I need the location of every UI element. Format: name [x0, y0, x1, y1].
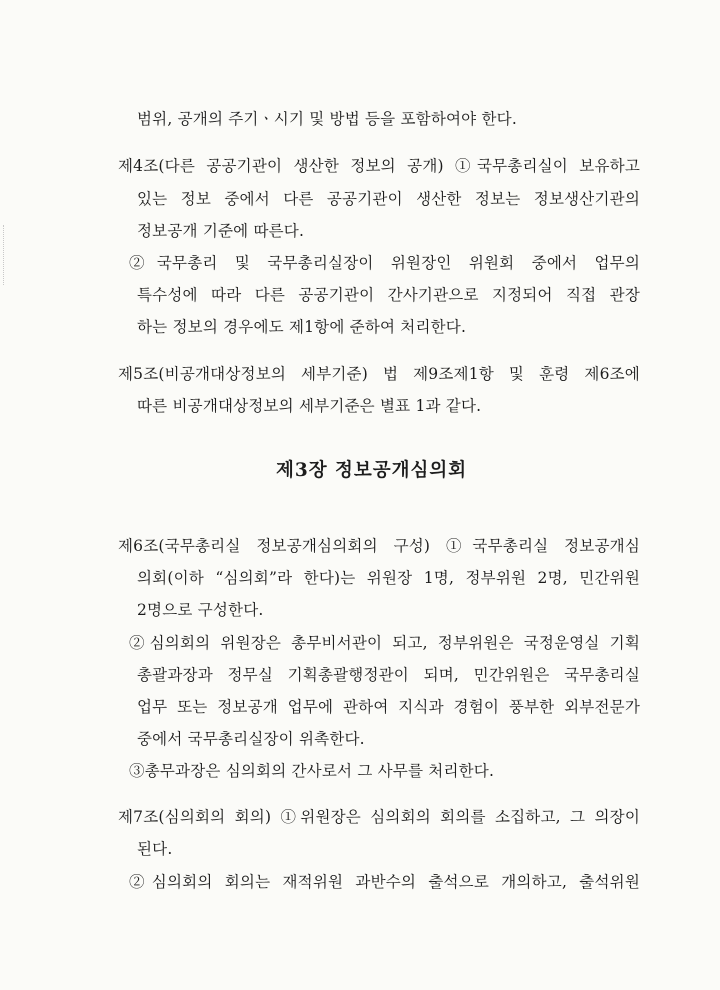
scan-margin-mark [3, 225, 12, 285]
text-line: 따른 비공개대상정보의 세부기준은 별표 1과 같다. [137, 397, 482, 415]
article-7-line: 제7조(심의회의 회의) ①위원장은 심의회의 회의를 소집하고, 그 의장이 [118, 808, 640, 826]
text-line: 의회(이하 “심의회”라 한다)는 위원장 1명, 정부위원 2명, 민간위원 [137, 569, 640, 587]
text-line: 총괄과장과 정무실 기획총괄행정관이 되며, 민간위원은 국무총리실 [137, 666, 640, 684]
text-line: 중에서 국무총리실장이 위촉한다. [137, 730, 365, 748]
text-line: ②국무총리 및 국무총리실장이 위원장인 위원회 중에서 업무의 [129, 254, 640, 272]
text-line: 업무 또는 정보공개 업무에 관하여 지식과 경험이 풍부한 외부전문가 [137, 698, 640, 716]
text-line: 2명으로 구성한다. [137, 601, 264, 619]
text-line: 있는 정보 중에서 다른 공공기관이 생산한 정보는 정보생산기관의 [137, 190, 640, 208]
text-line: ②심의회의 위원장은 총무비서관이 되고, 정부위원은 국정운영실 기획 [129, 634, 640, 652]
text-line: ③총무과장은 심의회의 간사로서 그 사무를 처리한다. [129, 762, 495, 780]
text-line: 된다. [137, 840, 173, 858]
text-line: 범위, 공개의 주기ㆍ시기 및 방법 등을 포함하여야 한다. [137, 110, 517, 128]
article-4-line: 제4조(다른 공공기관이 생산한 정보의 공개) ①국무총리실이 보유하고 [118, 157, 640, 175]
text-line: 하는 정보의 경우에도 제1항에 준하여 처리한다. [137, 318, 467, 336]
article-5-line: 제5조(비공개대상정보의 세부기준) 법 제9조제1항 및 훈령 제6조에 [118, 365, 640, 383]
text-line: ②심의회의 회의는 재적위원 과반수의 출석으로 개의하고, 출석위원 [129, 873, 640, 891]
article-6-line: 제6조(국무총리실 정보공개심의회의 구성) ①국무총리실 정보공개심 [118, 537, 640, 555]
chapter-heading: 제3장 정보공개심의회 [276, 460, 468, 481]
text-line: 특수성에 따라 다른 공공기관이 간사기관으로 지정되어 직접 관장 [137, 286, 640, 304]
text-line: 정보공개 기준에 따른다. [137, 222, 305, 240]
